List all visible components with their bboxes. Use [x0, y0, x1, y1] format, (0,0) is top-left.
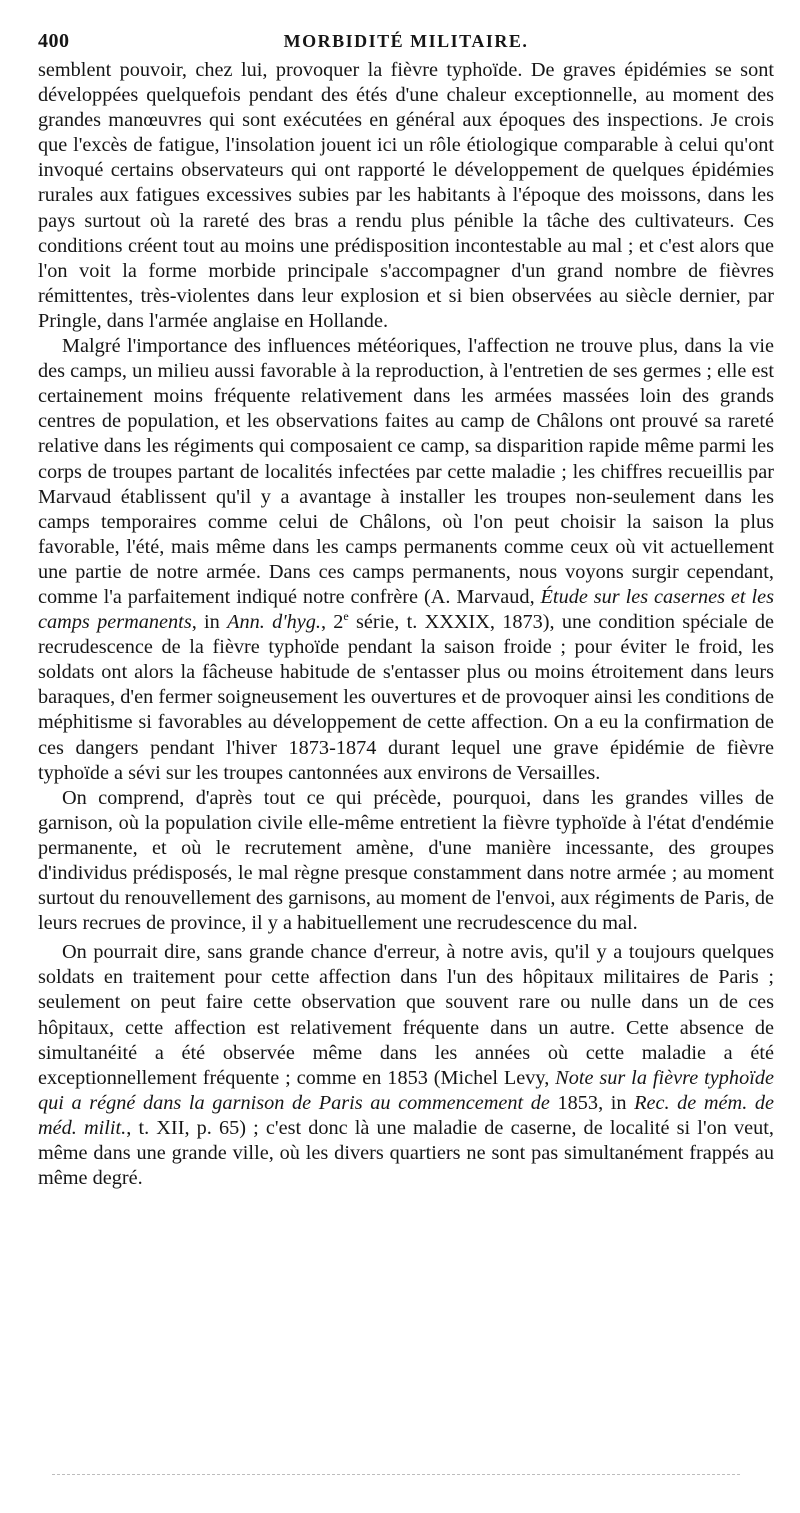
- paragraph-4: [38, 940, 774, 1191]
- running-title: MORBIDITÉ MILITAIRE.: [283, 31, 529, 51]
- text-run: On comprend, d'après tout ce qui précède, pourquoi, dans les grandes villes de garnison, où la population civile elle-même entretient la fièvre typhoïde à l'état d'endémie permanente, et où le recrutement amène, d'une manière incessante, des groupes d'individus prédisposés, le mal règne presque constamment dans notre armée ; au moment surtout du renouvellement des garnisons, au moment de l'envoi, aux régiments de Paris, de leurs recrues de province, il y a habituellement une recrudescence du mal.: [38, 786, 774, 935]
- text-run: 1853, in: [549, 1091, 635, 1114]
- text-run: semblent pouvoir, chez lui, provoquer la fièvre typhoïde. De graves épidémies se sont développées quelquefois pendant des étés d'une chaleur exceptionnelle, au moment des grandes manœuvres qui sont exécutées en général aux époques des inspections. Je crois que l'excès de fatigue, l'insolation jouent ici un rôle étiologique comparable à celui qu'ont invoqué certains observateurs qui ont rapporté le développement de quelques épidémies rurales aux fatigues excessives subies par les habitants à l'époque des moissons, dans les pays surtout où la rareté des bras a rendu plus pénible la tâche des cultivateurs. Ces conditions créent tout au moins une prédisposition incontestable au mal ; et c'est alors que l'on voit la forme morbide principale s'accompagner d'un grand nombre de fièvres rémittentes, très-violentes dans leur explosion et si bien observées au siècle dernier, par Pringle, dans l'armée anglaise en Hollande.: [38, 59, 774, 332]
- text-run: On pourrait dire, sans grande chance d'erreur, à notre avis, qu'il y a toujours quelques soldats en traitement pour cette affection dans l'un des hôpitaux militaires de Paris ; seulement on peut faire cette observation que souvent rare ou nulle dans un de ces hôpitaux, cette affection est relativement fréquente dans un autre. Cette absence de simultanéité a été observée même dans les années où cette maladie a été exceptionnellement fréquente ; comme en 1853 (Michel Levy,: [38, 941, 774, 1089]
- page-header: [38, 0, 774, 58]
- paragraph-1: [38, 58, 774, 334]
- text-run: , 2: [320, 611, 344, 634]
- footer-rule: [52, 1474, 740, 1475]
- italic-run: Étude sur les casernes et les camps permanents: [38, 585, 774, 634]
- italic-run: Ann. d'hyg.: [227, 611, 321, 634]
- body-text: [38, 58, 774, 1191]
- italic-run: Note sur la fièvre typhoïde qui a régné dans la garnison de Paris au commencement de: [38, 1066, 774, 1114]
- superscript: e: [343, 609, 349, 624]
- text-run: , in: [191, 611, 228, 634]
- page-number: 400: [38, 30, 70, 52]
- paragraph-2: [38, 334, 774, 786]
- italic-run: Rec. de mém. de méd. milit.: [38, 1091, 775, 1139]
- text-run: série, t. XXXIX, 1873), une condition spéciale de recrudescence de la fièvre typhoïde pendant la saison froide ; pour éviter le froid, les soldats ont alors la fâcheuse habitude de s'entasser plus ou moins étroitement dans leurs baraques, d'en fermer soigneusement les ouvertures et de provoquer ainsi les conditions de méphitisme si favorables au développement de cette affection. On a eu la confirmation de ces dangers pendant l'hiver 1873-1874 durant lequel une grave épidémie de fièvre typhoïde a sévi sur les troupes cantonnées aux environs de Versailles.: [38, 611, 774, 784]
- text-run: Malgré l'importance des influences météoriques, l'affection ne trouve plus, dans la vie des camps, un milieu aussi favorable à la reproduction, à l'entretien de ses germes ; elle est certainement moins fréquente relativement dans les armées massées loin des grands centres de population, et les observations faites au camp de Châlons ont prouvé sa rareté relative dans les régiments qui composaient ce camp, sa disparition rapide même parmi les corps de troupes partant de localités infectées par cette maladie ; les chiffres recueillis par Marvaud établissent qu'il y a avantage à installer les troupes non-seulement dans les camps temporaires comme celui de Châlons, où l'on peut choisir la saison la plus favorable, l'été, mais même dans les camps permanents comme ceux où vit actuellement une partie de notre armée. Dans ces camps permanents, nous voyons surgir cependant, comme l'a parfaitement indiqué notre confrère (A. Marvaud,: [38, 335, 774, 608]
- text-run: , t. XII, p. 65) ; c'est donc là une maladie de caserne, de localité si l'on veut, même dans une grande ville, où les divers quartiers ne sont pas simultanément frappés au même degré.: [38, 1116, 774, 1190]
- paragraph-3: [38, 786, 774, 937]
